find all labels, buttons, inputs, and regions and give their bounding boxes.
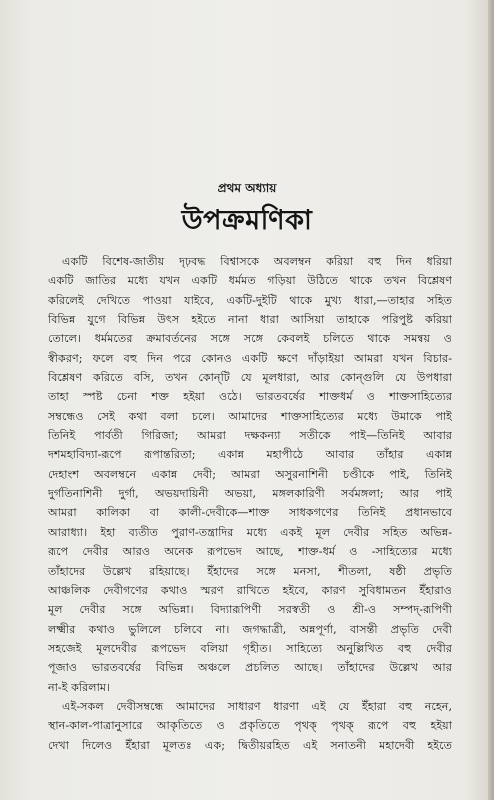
text-line: বিভিন্ন যুগে বিভিন্ন উৎস হইতে নানা ধারা আসিয়া তাহাকে পরিপুষ্ট করিয়া <box>48 313 452 327</box>
text-line: আঞ্চলিক দেবীগণের কথাও স্মরণ রাখিতে হইবে, কারণ সুবিধামতন ইঁহারাও <box>48 583 452 597</box>
text-line: মূল দেবীর সঙ্গে অভিন্না। বিদ্যারূপিণী সরস্বতী ও শ্রী-ও সম্পদ্-রূপিণী <box>48 603 452 617</box>
text-line: বিশ্লেষণ করিতে বসি, তখন কোন্‌টি যে মূলধারা, আর কোন্‌গুলি যে উপধারা <box>48 371 452 385</box>
text-line: না-ই করিলাম। <box>48 680 111 694</box>
text-line: তাহা স্পষ্ট চেনা শক্ত হইয়া ওঠে। ভারতবর্ষের শাক্তধর্ম ও শাক্তসাহিত্যের <box>48 390 452 404</box>
text-line: সহজেই মূলদেবীর রূপভেদ বলিয়া গৃহীত। সাহিত্যে অনুল্লিখিত বহু দেবীর <box>48 641 452 655</box>
chapter-title: উপক্রমণিকা <box>181 205 313 236</box>
text-line: একটি বিশেষ-জাতীয় দৃঢ়বদ্ধ বিশ্বাসকে অবলম্বন করিয়া বহু দিন ধরিয়া <box>62 255 452 268</box>
text-line: সম্বন্ধেও সেই কথা বলা চলে। আমাদের শাক্তসাহিত্যের মধ্যে উমাকে পাই <box>48 409 452 423</box>
text-line: তোলে। ধর্মমতের ক্রমাবর্তনের সঙ্গে সঙ্গে কেবলই চলিতে থাকে সমন্বয় ও <box>48 332 452 346</box>
text-line: পূজাও ভারতবর্ষের বিভিন্ন অঞ্চলে প্রচলিত আছে। তাঁহাদের উল্লেখ আর <box>48 661 452 675</box>
text-line: করিলেই দেখিতে পাওয়া যাইবে, একটি-দুইটি থাকে মুখ্য ধারা,—তাহার সহিত <box>48 293 452 307</box>
text-line: দুর্গতিনাশিনী দুর্গা, অভয়দায়িনী অভয়া, মঙ্গলকারিণী সর্বমঙ্গলা; আর পাই <box>48 487 452 501</box>
text-line: স্বীকরণ; ফলে বহু দিন পরে কোনও একটি ক্ষণে দাঁড়াইয়া আমরা যখন বিচার- <box>48 351 452 365</box>
text-line: স্থান-কাল-পাত্রানুসারে আকৃতিতে ও প্রকৃতিতে পৃথক্ পৃথক্ রূপে বহু হইয়া <box>48 719 452 733</box>
page-edge <box>488 0 494 800</box>
text-line: একটি জাতির মধ্যে যখন একটি ধর্মমত গড়িয়া উঠিতে থাকে তখন বিশ্লেষণ <box>48 274 452 288</box>
text-line: দশমহাবিদ্যা-রূপে রূপান্তরিতা; একান্ন মহাপীঠে আবার তাঁহার একান্ন <box>48 448 452 462</box>
text-line: এই-সকল দেবীসম্বন্ধে আমাদের সাধারণ ধারণা এই যে ইঁহারা বহু নহেন, <box>62 699 452 713</box>
text-line: রূপে দেবীর আরও অনেক রূপভেদ আছে, শাক্ত-ধর্ম ও -সাহিত্যের মধ্যে <box>48 545 452 559</box>
text-line: তাঁহাদের উল্লেখ রহিয়াছে। ইঁহাদের সঙ্গে মনসা, শীতলা, ষষ্ঠী প্রভৃতি <box>48 564 452 578</box>
text-line: আমরা কালিকা বা কালী-দেবীকে—শাক্ত সাধকগণের তিনিই প্রধানভাবে <box>48 506 452 520</box>
body-text <box>48 252 452 755</box>
text-line: লক্ষ্মীর কথাও ভুলিলে চলিবে না। জগদ্ধাত্রী, অন্নপূর্ণা, বাসন্তী প্রভৃতি দেবী <box>48 622 452 636</box>
text-line: তিনিই পার্বতী গিরিজা; আমরা দক্ষকন্যা সতীকে পাই—তিনিই আবার <box>48 429 452 443</box>
text-line: দেহাংশ অবলম্বনে একান্ন দেবী; আমরা অসুরনাশিনী চণ্ডীকে পাই, তিনিই <box>48 467 452 481</box>
text-line: আরাধ্যা। ইহা ব্যতীত পুরাণ-তন্ত্রাদির মধ্যে একই মূল দেবীর সহিত অভিন্ন- <box>48 525 452 539</box>
text-line: দেখা দিলেও ইঁহারা মূলতঃ এক; দ্বিতীয়রহিত এই সনাতনী মহাদেবী হইতে <box>48 738 452 752</box>
chapter-label: প্রথম অধ্যায় <box>217 181 277 195</box>
